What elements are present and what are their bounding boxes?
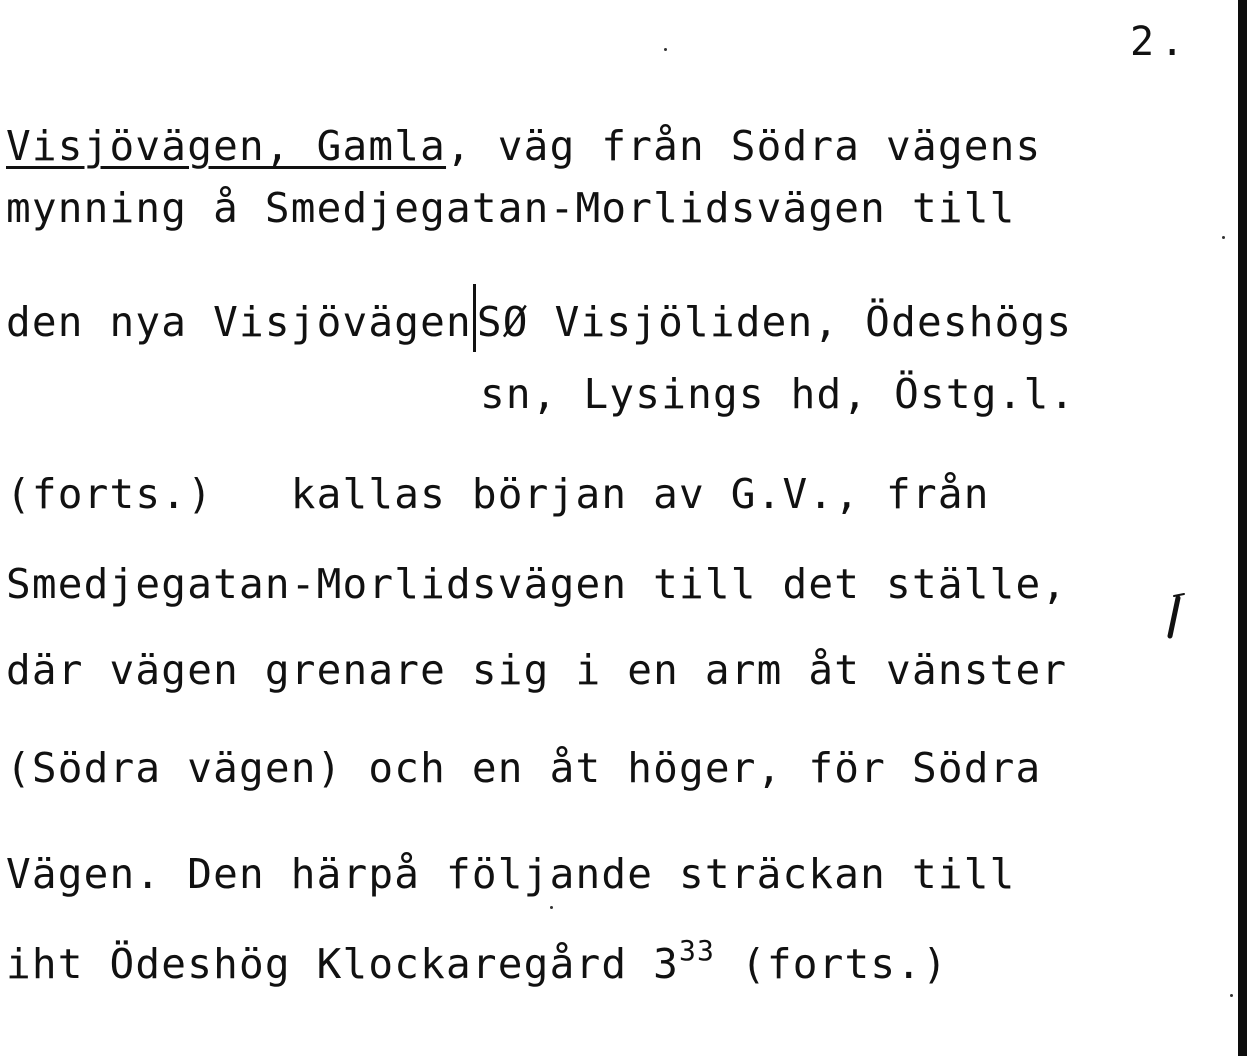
handwritten-comma-mark <box>1160 592 1188 640</box>
speck-mark <box>1222 236 1225 239</box>
speck-mark <box>664 48 667 51</box>
card-edge-border <box>1238 0 1247 1056</box>
text-line-10 <box>6 934 949 988</box>
headword: Visjövägen, Gamla <box>6 122 447 170</box>
line-10-superscript: 33 <box>679 934 716 967</box>
text-line-7: där vägen grenare sig i en arm åt vänster <box>6 646 1068 694</box>
speck-mark <box>1230 994 1233 997</box>
vertical-insert-mark <box>473 284 476 352</box>
text-line-3 <box>6 284 1072 352</box>
text-line-8: (Södra vägen) och en åt höger, för Södra <box>6 744 1042 792</box>
page-number: 2. <box>1130 19 1191 65</box>
line-3-part-b: SØ Visjöliden, Ödeshögs <box>476 298 1073 346</box>
speck-mark <box>550 906 553 909</box>
text-line-2: mynning å Smedjegatan-Morlidsvägen till <box>6 184 1016 232</box>
text-line-5: (forts.) kallas början av G.V., från <box>6 470 990 518</box>
text-line-9: Vägen. Den härpå följande sträckan till <box>6 850 1016 898</box>
text-line-4: sn, Lysings hd, Östg.l. <box>480 370 1076 418</box>
text-line-6: Smedjegatan-Morlidsvägen till det ställe, <box>6 560 1068 608</box>
text-line-1 <box>6 122 1041 170</box>
line-3-part-a: den nya Visjövägen <box>6 298 472 346</box>
line-10-part-a: iht Ödeshög Klockaregård 3 <box>6 940 679 988</box>
line-10-part-b: (forts.) <box>715 940 949 988</box>
line-1-rest: , väg från Södra vägens <box>446 122 1042 170</box>
